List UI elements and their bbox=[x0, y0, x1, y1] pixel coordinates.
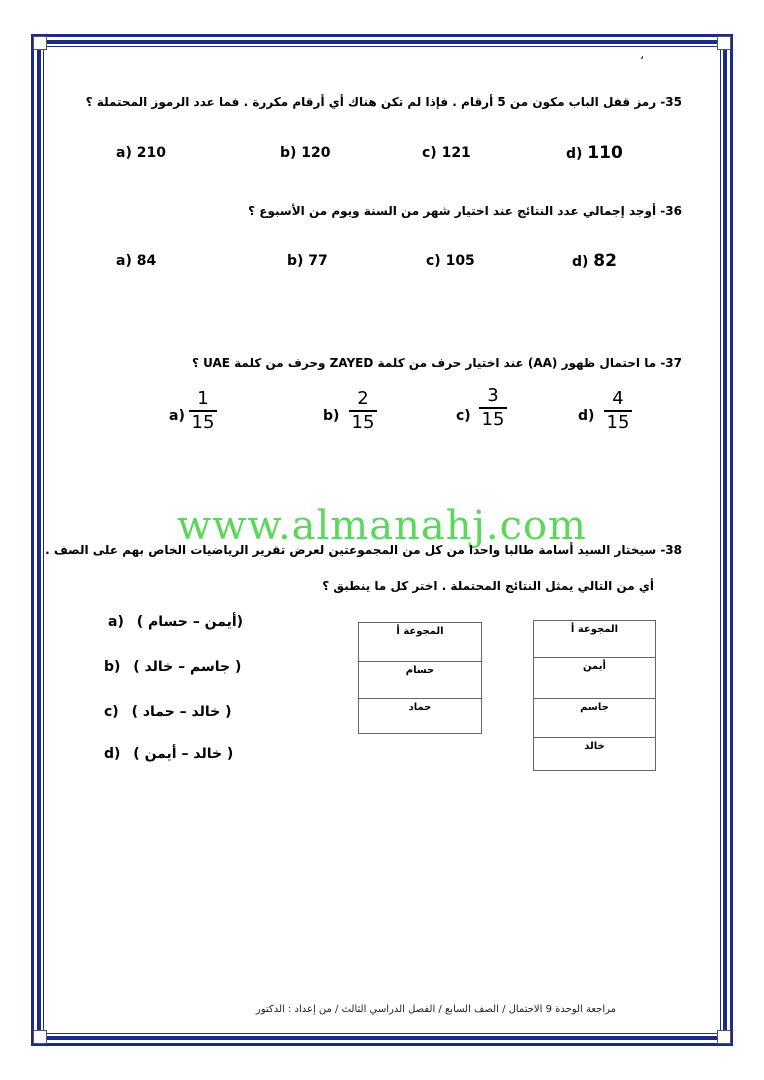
group-member: جاسم bbox=[534, 699, 656, 738]
fraction-denominator: 15 bbox=[351, 412, 375, 433]
q38-option-d bbox=[104, 746, 233, 762]
q37-option-b-fraction bbox=[343, 388, 383, 434]
option-label: c) bbox=[104, 704, 119, 720]
q35-option-d: d) 110 bbox=[566, 143, 623, 163]
page-footer: مراجعة الوحدة 9 الاحتمال / الصف السابع / الفصل الدراسي الثالث / من إعداد : الدكتور bbox=[255, 1004, 616, 1015]
question-37: 37- ما احتمال ظهور (AA) عند اختيار حرف من كلمة ZAYED وحرف من كلمة UAE ؟ bbox=[191, 356, 682, 370]
fraction-numerator: 1 bbox=[197, 388, 209, 409]
q37-option-d-label: d) bbox=[578, 408, 595, 424]
question-36: 36- أوجد إجمالي عدد النتائج عند اختيار شهر من السنة ويوم من الأسبوع ؟ bbox=[248, 204, 682, 218]
question-35: 35- رمز قفل الباب مكون من 5 أرقام . فإذا لم تكن هناك أي أرقام مكررة . فما عدد الرموز المحتملة ؟ bbox=[85, 95, 682, 109]
option-text: ( خالد – أيمن ) bbox=[133, 746, 234, 762]
option-label: b) bbox=[104, 659, 121, 675]
option-label: d) bbox=[104, 746, 121, 762]
corner-ornament bbox=[717, 36, 731, 50]
corner-ornament bbox=[717, 1030, 731, 1044]
q37-option-a-label: a) bbox=[169, 408, 185, 424]
fraction-numerator: 4 bbox=[612, 388, 624, 409]
q37-option-d-fraction bbox=[598, 388, 638, 434]
q35-option-a: a) 210 bbox=[116, 145, 166, 161]
group-member: حسام bbox=[359, 662, 482, 699]
q36-option-b: b) 77 bbox=[287, 253, 328, 269]
q36-option-a: a) 84 bbox=[116, 253, 157, 269]
q35-option-b: b) 120 bbox=[280, 145, 331, 161]
fraction-denominator: 15 bbox=[191, 412, 215, 433]
option-text: (أيمن – حسام ) bbox=[136, 614, 244, 630]
q36-option-c: c) 105 bbox=[426, 253, 475, 269]
q38-option-c bbox=[104, 704, 231, 720]
corner-mark: ، bbox=[640, 48, 644, 62]
group-member: أيمن bbox=[534, 658, 656, 699]
group-member: خالد bbox=[534, 738, 656, 771]
q37-option-c-label: c) bbox=[456, 408, 471, 424]
fraction-denominator: 15 bbox=[481, 409, 505, 430]
q35-option-c: c) 121 bbox=[422, 145, 471, 161]
q37-option-b-label: b) bbox=[323, 408, 340, 424]
group-table-right bbox=[533, 620, 656, 771]
fraction-denominator: 15 bbox=[606, 412, 630, 433]
group-table-left bbox=[358, 622, 482, 734]
watermark: www.almanahj.com bbox=[176, 503, 587, 549]
corner-ornament bbox=[33, 1030, 47, 1044]
group-header: المجوعة أ bbox=[359, 623, 482, 662]
question-38-subtext: أي من التالي يمثل النتائج المحتملة . اختر كل ما ينطبق ؟ bbox=[322, 579, 654, 593]
fraction-numerator: 3 bbox=[487, 385, 499, 406]
corner-ornament bbox=[33, 36, 47, 50]
option-label: a) bbox=[108, 614, 124, 630]
question-38: 38- سيختار السيد أسامة طالبا واحدا من كل من المجموعتين لعرض تقرير الرياضيات الخاص بهم على الصف . bbox=[45, 543, 682, 557]
group-header: المجوعة أ bbox=[534, 621, 656, 658]
fraction-numerator: 2 bbox=[357, 388, 369, 409]
q37-option-a-fraction bbox=[183, 388, 223, 434]
q36-option-d: d) 82 bbox=[572, 251, 617, 271]
q38-option-a bbox=[108, 614, 243, 630]
q38-option-b bbox=[104, 659, 241, 675]
group-member: حماد bbox=[359, 699, 482, 734]
option-text: ( خالد – حماد ) bbox=[131, 704, 232, 720]
q37-option-c-fraction bbox=[473, 385, 513, 431]
option-text: ( جاسم – خالد ) bbox=[133, 659, 242, 675]
